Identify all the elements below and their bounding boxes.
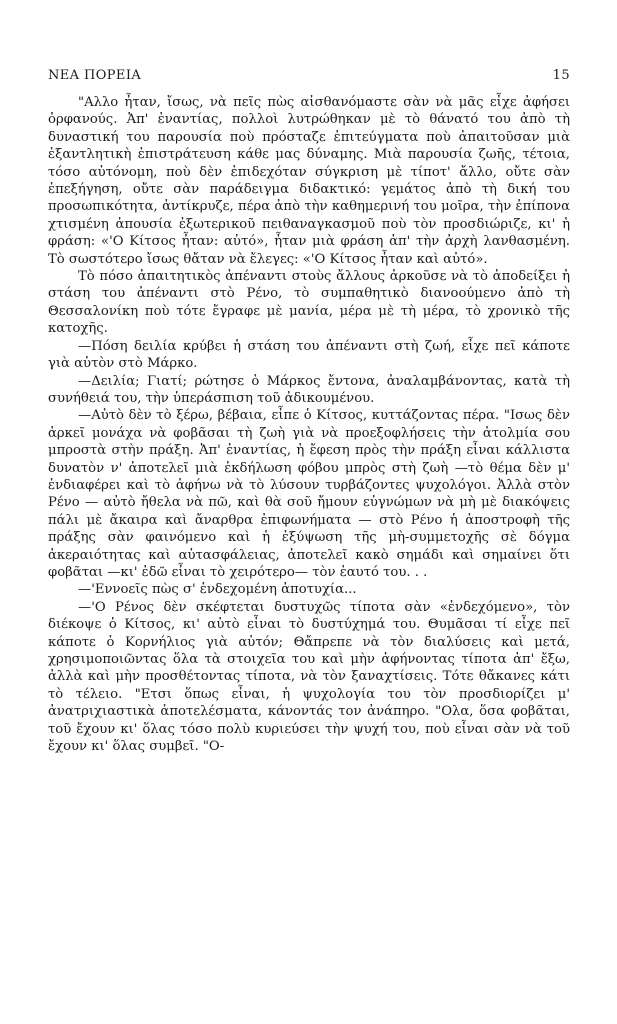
running-title: ΝΕΑ ΠΟΡΕΙΑ xyxy=(48,68,142,83)
running-header xyxy=(48,68,570,83)
dialogue-line: —Δειλία; Γιατί; ρώτησε ὁ Μάρκος ἔντονα, ἀναλαμβάνοντας, κατὰ τὴ συνήθειά του, τὴν ὑπεράσπιση τοῦ ἀδικουμένου. xyxy=(48,373,570,406)
dialogue-line: —Αὐτὸ δὲν τὸ ξέρω, βέβαια, εἶπε ὁ Κίτσος, κυττάζοντας πέρα. "Ισως δὲν ἀρκεῖ μονάχα νὰ φοβᾶσαι τὴ ζωὴ γιὰ νὰ προεξοφλήσεις τὴν ἀτολμία σου μπροστὰ στὴν πράξη. Ἀπ' ἐναντίας, ἡ ἔφεση πρὸς τὴν πράξη εἶναι κάλλιστα δυνατὸν ν' ἀποτελεῖ μιὰ ἐκδήλωση φόβου μπρὸς στὴ ζωὴ —τὸ θέμα δὲν μ' ἐνδιαφέρει καὶ τὸ ἀφήνω νὰ τὸ λύσουν τυρβάζοντες ψυχολόγοι. Ἀλλὰ στὸν Ρένο — αὐτὸ ἤθελα νὰ πῶ, καὶ θὰ σοῦ ἤμουν εὐγνώμων νὰ μὴ μὲ διακόψεις πάλι μὲ ἄκαιρα καὶ ἄναρθρα ἐπιφωνήματα — στὸ Ρένο ἡ ἀποστροφὴ τῆς πράξης σὰν φαινόμενο καὶ ἡ ἐξύψωση τῆς μὴ-συμμετοχῆς σὲ δόγμα ἀκεραιότητας καὶ αὐτασφάλειας, ἀποτελεῖ κακὸ σημάδι καὶ σημαίνει ὅτι φοβᾶται —κι' ἐδῶ εἶναι τὸ χειρότερο— τὸν ἑαυτό του. . . xyxy=(48,408,570,580)
dialogue-line: —'Εννοεῖς πὼς σ' ἐνδεχομένη ἀποτυχία... xyxy=(78,582,357,598)
dialogue-line: —'Ο Ρένος δὲν σκέφτεται δυστυχῶς τίποτα σὰν «ἐνδεχόμενο», τὸν διέκοψε ὁ Κίτσος, κι' αὐτὸ εἶναι τὸ δυστύχημά του. Θυμᾶσαι τί εἶχε πεῖ κάποτε ὁ Κορνήλιος γιὰ αὐτόν; Θἄπρεπε νὰ τὸν διαλύσεις καὶ μετά, χρησιμοποιῶντας ὅλα τὰ στοιχεῖα του καὶ μὴν ἀφήνοντας τίποτα ἀπ' ἔξω, ἀλλὰ καὶ μὴν προσθέτοντας τίποτα, νὰ τὸν ξαναχτίσεις. Τότε θἄκανες κάτι τὸ τέλειο. "Ετσι ὅπως εἶναι, ἡ ψυχολογία του τὸν προσδιορίζει μ' ἀνατριχιαστικὰ ἀποτελέσματα, κάνοντάς τον ἀνάπηρο. "Ολα, ὅσα φοβᾶται, τοῦ ἔχουν κι' ὅλας τόσο πολὺ κυριεύσει τὴν ψυχή του, ποὺ εἶναι σὰν νὰ τοῦ ἔχουν κι' ὅλας συμβεῖ. "Ο- xyxy=(48,599,570,755)
paragraph: "Αλλο ἦταν, ἴσως, νὰ πεῖς πὼς αἰσθανόμαστε σὰν νὰ μᾶς εἶχε ἀφήσει ὀρφανούς. Ἀπ' ἐναντίας, πολλοὶ λυτρώθηκαν μὲ τὸ θάνατό του ἀπὸ τὴ δυναστική του παρουσία ποὺ πρόσταζε ἐπιτεύγματα ποὺ ἀπαιτοῦσαν μιὰ ἐξαντλητικὴ ἐπιστράτευση κάθε μας δύναμης. Μιὰ παρουσία ζωῆς, τέτοια, τόσο αὐτόνομη, ποὺ δὲν ἐπιδεχόταν σύγκριση μὲ τίποτ' ἄλλο, οὔτε σὰν ἐπεξήγηση, οὔτε σὰν παράδειγμα διδακτικό: γεμάτος ἀπὸ τὴ δική του προσωπικότητα, ἀντίκρυζε, πέρα ἀπὸ τὴν καθημερινή του μοῖρα, τὴν ἐπίπονα χτισμένη ἀπουσία ἐξωτερικοῦ πειθαναγκασμοῦ ποὺ τὸν προσδιώριζε, κι' ἡ φράση: «'Ο Κίτσος ἦταν: αὐτό», ἦταν μιὰ φράση ἀπ' τὴν ἀρχὴ λανθασμένη. Τὸ σωστότερο ἴσως θἄταν νὰ ἔλεγες: «'Ο Κίτσος ἦταν καὶ αὐτό». xyxy=(48,95,570,267)
paragraph: Τὸ πόσο ἀπαιτητικὸς ἀπέναντι στοὺς ἄλλους ἀρκοῦσε νὰ τὸ ἀποδείξει ἡ στάση του ἀπέναντι στὸ Ρένο, τὸ συμπαθητικὸ διανοούμενο ἀπὸ τὴ Θεσσαλονίκη ποὺ τότε ἔγραφε μὲ μανία, μέρα μὲ τὴ μέρα, τὸ χρονικὸ τῆς κατοχῆς. xyxy=(48,269,570,337)
page-number: 15 xyxy=(552,68,570,83)
dialogue-line: —Πόση δειλία κρύβει ἡ στάση του ἀπέναντι στὴ ζωή, εἶχε πεῖ κάποτε γιὰ αὐτὸν στὸ Μάρκο. xyxy=(48,338,570,372)
body-text xyxy=(48,94,570,755)
